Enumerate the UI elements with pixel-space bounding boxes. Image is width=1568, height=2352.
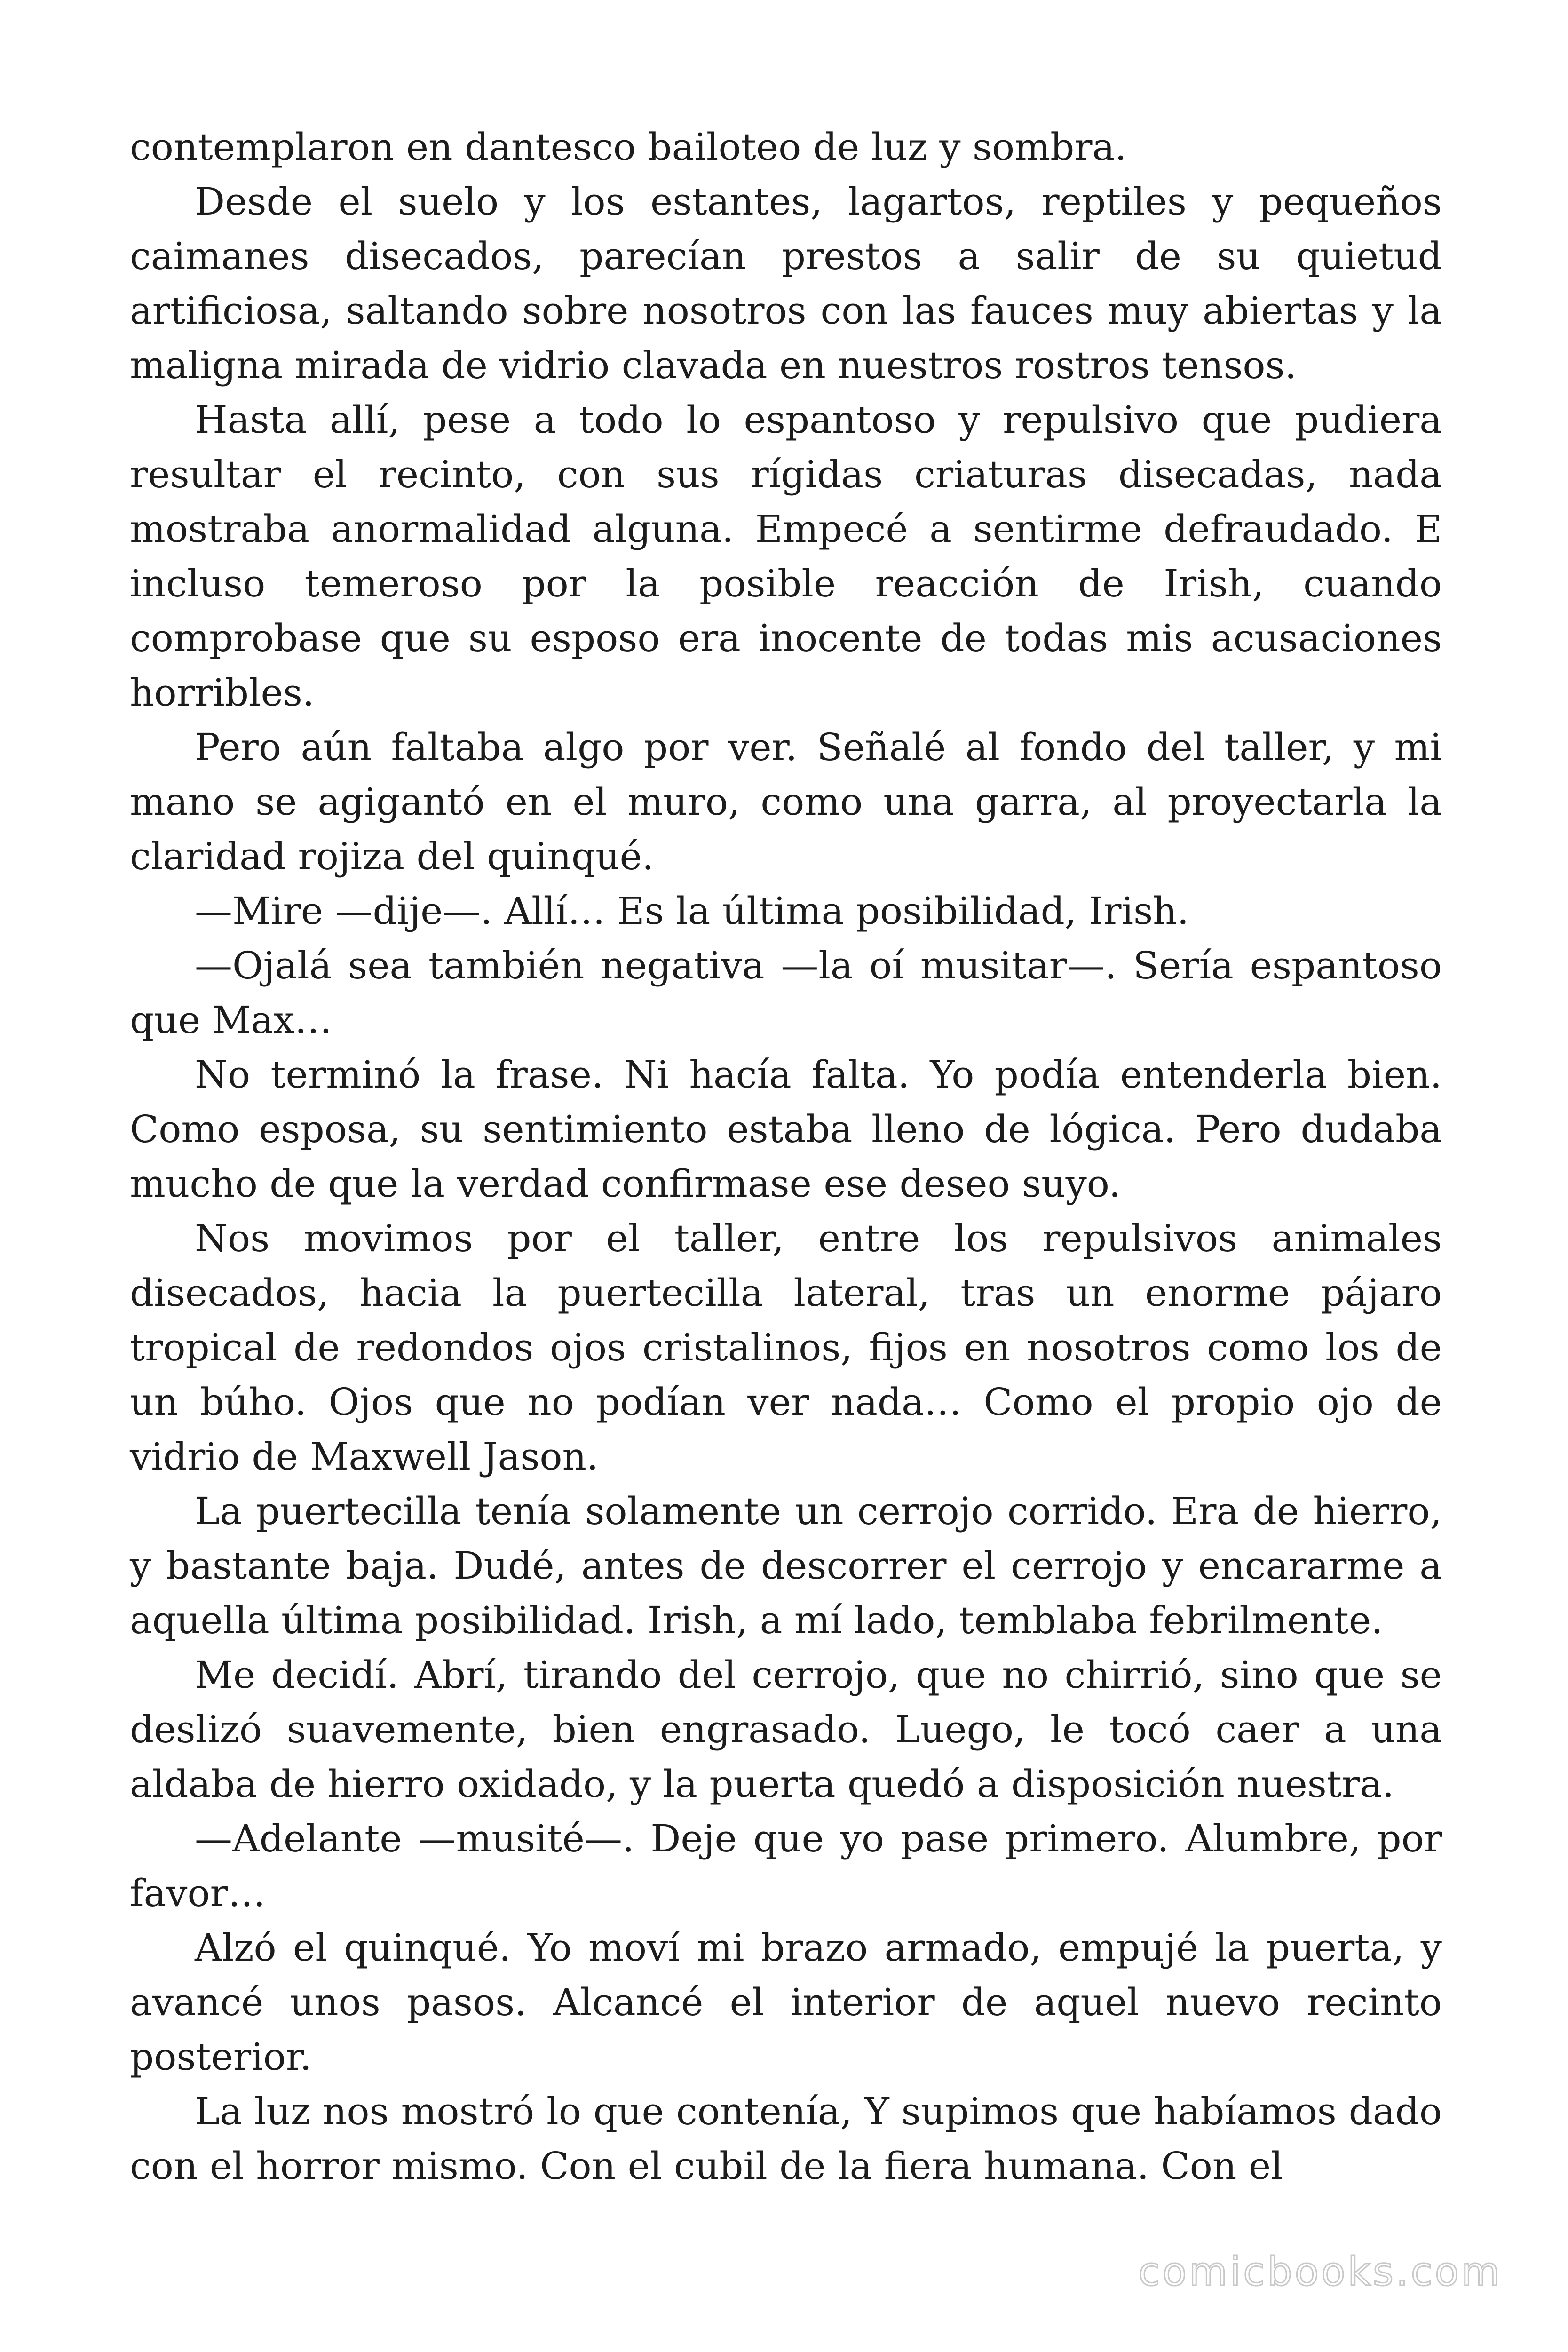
paragraph: Pero aún faltaba algo por ver. Señalé al fondo del taller, y mi mano se agigantó en el muro, como una garra, al proyectarla la claridad rojiza del quinqué. — [130, 725, 1442, 878]
paragraph: No terminó la frase. Ni hacía falta. Yo podía entenderla bien. Como esposa, su sentimiento estaba lleno de lógica. Pero dudaba mucho de que la verdad confirmase ese deseo suyo. — [130, 1053, 1442, 1206]
paragraph: contemplaron en dantesco bailoteo de luz y sombra. — [130, 125, 1127, 169]
paragraph: —Mire —dije—. Allí… Es la última posibilidad, Irish. — [195, 889, 1189, 933]
paragraph: La puertecilla tenía solamente un cerrojo corrido. Era de hierro, y bastante baja. Dudé, antes de descorrer el cerrojo y encararme a aquella última posibilidad. Irish, a mí lado, temblaba febrilmente. — [130, 1489, 1442, 1642]
paragraph: La luz nos mostró lo que contenía, Y supimos que habíamos dado con el horror mismo. Con el cubil de la fiera humana. Con el — [130, 2090, 1442, 2188]
paragraph: Nos movimos por el taller, entre los repulsivos animales disecados, hacia la puertecilla lateral, tras un enorme pájaro tropical de redondos ojos cristalinos, fijos en nosotros como los de un búho. Ojos que no podían ver nada… Como el propio ojo de vidrio de Maxwell Jason. — [130, 1216, 1442, 1478]
paragraph: —Adelante —musité—. Deje que yo pase primero. Alumbre, por favor… — [130, 1817, 1442, 1915]
paragraph: Desde el suelo y los estantes, lagartos, reptiles y pequeños caimanes disecados, parecían prestos a salir de su quietud artificiosa, saltando sobre nosotros con las fauces muy abiertas y la maligna mirada de vidrio clavada en nuestros rostros tensos. — [130, 180, 1442, 387]
paragraph: Alzó el quinqué. Yo moví mi brazo armado, empujé la puerta, y avancé unos pasos. Alcancé el interior de aquel nuevo recinto posterior. — [130, 1926, 1442, 2079]
paragraph: Me decidí. Abrí, tirando del cerrojo, que no chirrió, sino que se deslizó suavemente, bien engrasado. Luego, le tocó caer a una aldaba de hierro oxidado, y la puerta quedó a disposición nuestra. — [130, 1653, 1442, 1806]
page-body — [130, 120, 1442, 2193]
paragraph: Hasta allí, pese a todo lo espantoso y repulsivo que pudiera resultar el recinto, con sus rígidas criaturas disecadas, nada mostraba anormalidad alguna. Empecé a sentirme defraudado. E incluso temeroso por la posible reacción de Irish, cuando comprobase que su esposo era inocente de todas mis acusaciones horribles. — [130, 398, 1442, 715]
watermark: comicbooks.com — [1138, 2249, 1502, 2295]
paragraph: —Ojalá sea también negativa —la oí musitar—. Sería espantoso que Max… — [130, 944, 1442, 1042]
